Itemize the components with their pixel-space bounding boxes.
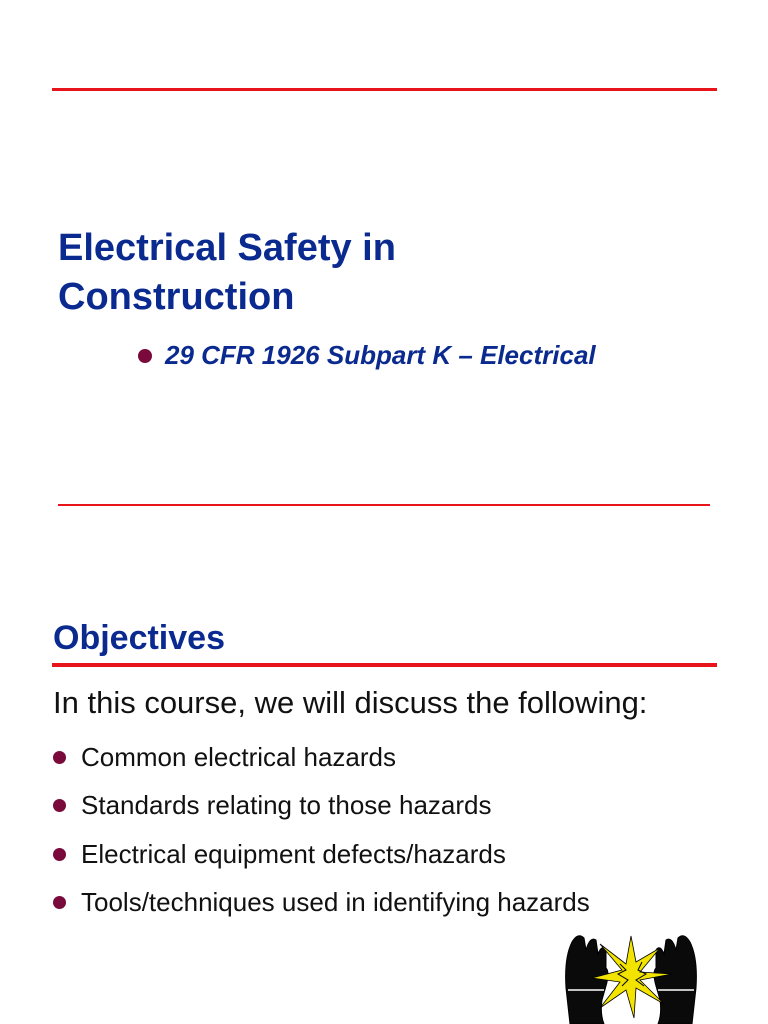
- subtitle-item: [138, 340, 596, 371]
- bullet-dot: [53, 896, 66, 909]
- hands-with-electric-spark-icon: [560, 928, 702, 1024]
- list-item-text: Common electrical hazards: [81, 741, 397, 772]
- objectives-list: [53, 733, 590, 927]
- objectives-heading: Objectives: [53, 619, 225, 657]
- list-item: [53, 782, 590, 831]
- list-item: [53, 733, 590, 782]
- list-item-text: Tools/techniques used in identifying hazards: [81, 887, 590, 918]
- bullet-dot: [138, 349, 152, 363]
- bullet-dot: [53, 848, 66, 861]
- list-item-text: Standards relating to those hazards: [81, 790, 492, 821]
- subtitle-text: 29 CFR 1926 Subpart K – Electrical: [165, 340, 596, 370]
- page-title: Electrical Safety in Construction: [58, 227, 396, 318]
- list-item: [53, 879, 590, 928]
- list-item: [53, 830, 590, 879]
- bullet-dot: [53, 751, 66, 764]
- objectives-intro: In this course, we will discuss the following:: [53, 685, 648, 720]
- objectives-divider: [52, 663, 717, 667]
- top-divider: [52, 88, 717, 91]
- middle-divider: [58, 504, 710, 506]
- list-item-text: Electrical equipment defects/hazards: [81, 838, 506, 869]
- bullet-dot: [53, 799, 66, 812]
